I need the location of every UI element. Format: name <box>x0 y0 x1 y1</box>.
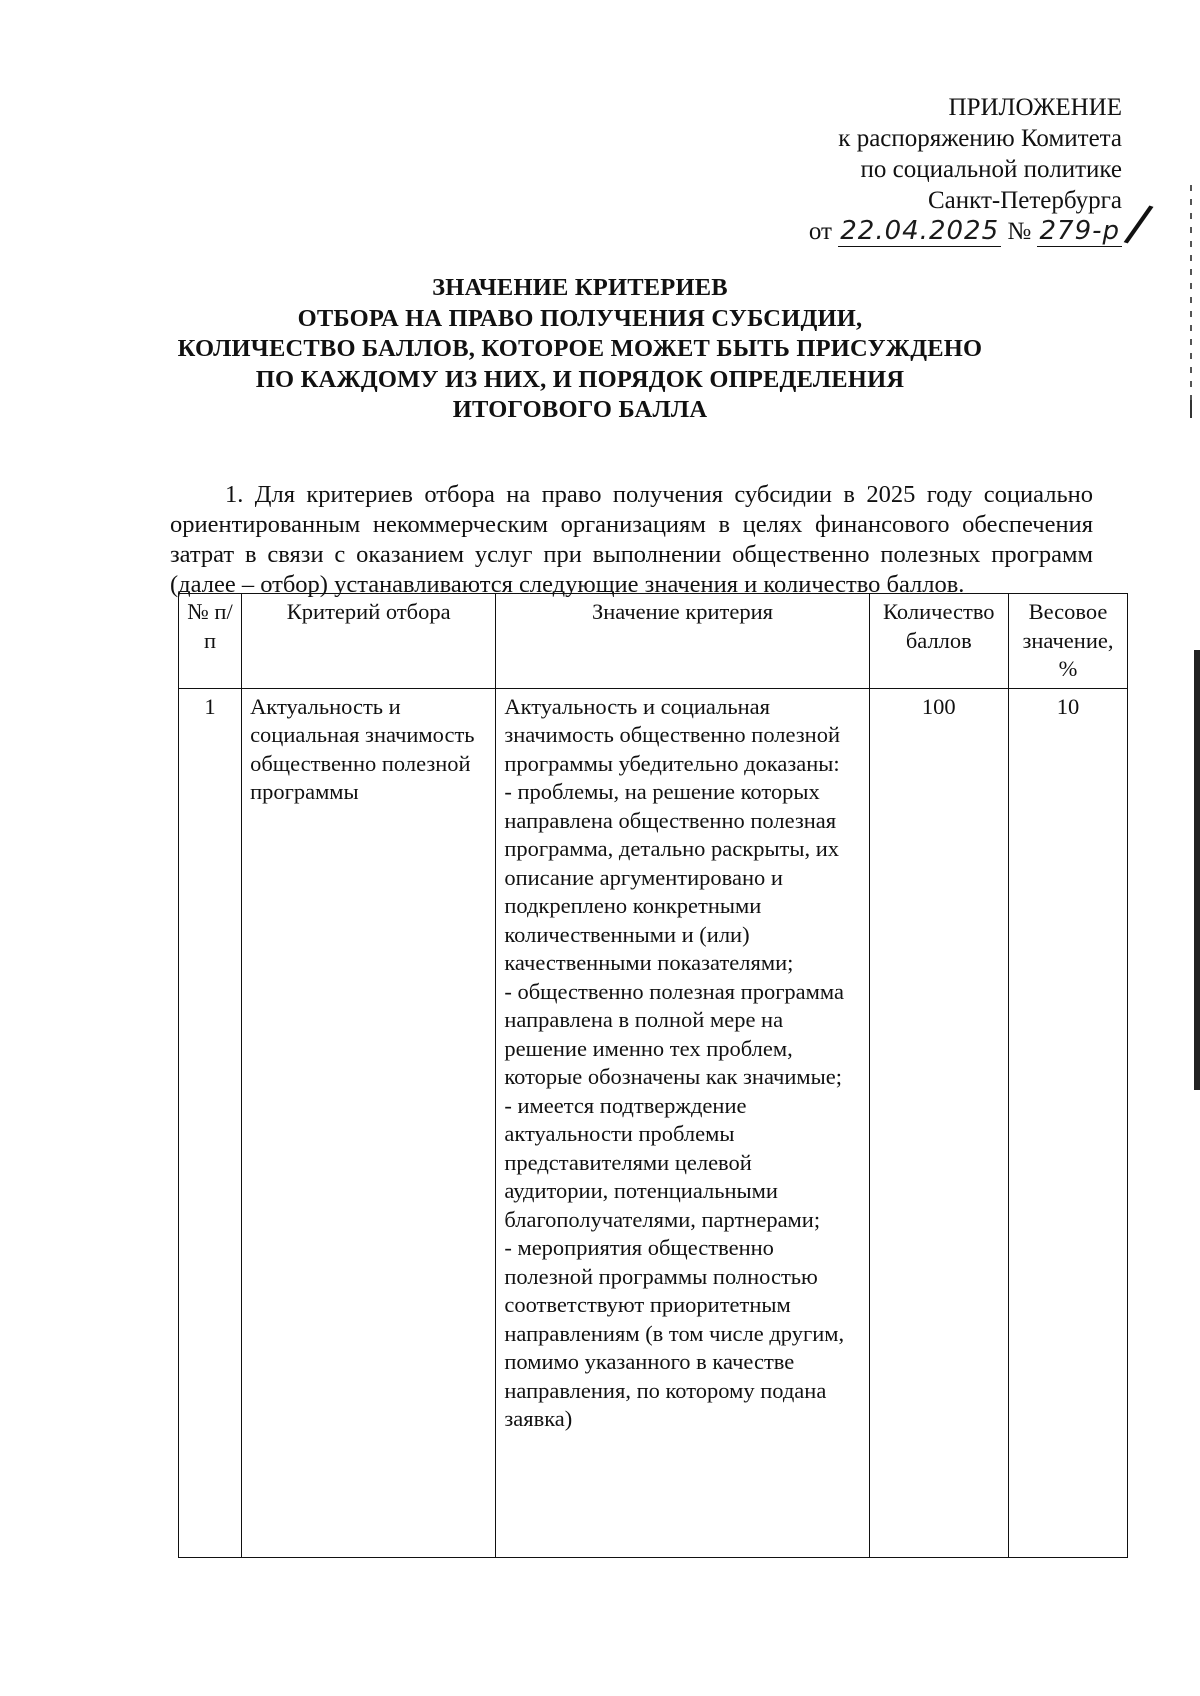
header-weight: Весовое значение, % <box>1008 594 1127 689</box>
title-line-3: КОЛИЧЕСТВО БАЛЛОВ, КОТОРОЕ МОЖЕТ БЫТЬ ПРИСУЖДЕНО <box>177 335 983 362</box>
header-value: Значение критерия <box>496 594 869 689</box>
date-prefix: от <box>808 218 832 245</box>
value-line: - общественно полезная программа направлена в полной мере на решение именно тех проблем, которые обозначены как значимые; <box>504 978 844 1089</box>
appendix-header <box>808 92 1157 256</box>
scan-edge-tick <box>1190 400 1192 418</box>
header-criterion: Критерий отбора <box>242 594 496 689</box>
intro-paragraph: 1. Для критериев отбора на право получения субсидии в 2025 году социально ориентированным некоммерческим организациям в целях финансового обеспечения затрат в связи с оказанием услуг при выполнении общественно полезных программ (далее – отбор) устанавливаются следующие значения и количество баллов. <box>170 480 1093 598</box>
cell-points: 100 <box>869 688 1008 1557</box>
appendix-line-3: Санкт-Петербурга <box>927 187 1122 214</box>
table-row <box>179 688 1128 1557</box>
title-line-5: ИТОГОВОГО БАЛЛА <box>452 396 708 423</box>
number-prefix: № <box>1007 218 1032 245</box>
handwritten-number: 279-р <box>1039 216 1120 246</box>
cell-weight: 10 <box>1008 688 1127 1557</box>
cell-num: 1 <box>179 688 242 1557</box>
table-header-row <box>179 594 1128 689</box>
value-line: - проблемы, на решение которых направлена общественно полезная программа, детально раскрыты, их описание аргументировано и подкреплено конкретными количественными и (или) качественными показателями; <box>504 779 840 975</box>
handwritten-slash-mark: / <box>1121 192 1157 256</box>
scan-edge-bar <box>1194 650 1200 1090</box>
title-line-1: ЗНАЧЕНИЕ КРИТЕРИЕВ <box>432 274 728 301</box>
title-line-2: ОТБОРА НА ПРАВО ПОЛУЧЕНИЯ СУБСИДИИ, <box>297 304 863 332</box>
value-line: Актуальность и социальная значимость общественно полезной программы убедительно доказаны: <box>504 693 840 776</box>
appendix-line-2: по социальной политике <box>860 156 1122 183</box>
cell-criterion: Актуальность и социальная значимость общественно полезной программы <box>242 688 496 1557</box>
title-line-4: ПО КАЖДОМУ ИЗ НИХ, И ПОРЯДОК ОПРЕДЕЛЕНИЯ <box>255 365 905 393</box>
scan-edge-dashes <box>1190 185 1192 415</box>
appendix-label: ПРИЛОЖЕНИЕ <box>948 94 1122 121</box>
value-line: - мероприятия общественно полезной программы полностью соответствуют приоритетным направлениям (в том числе другим, помимо указанного в качестве направления, по которому подана заявка) <box>504 1235 845 1431</box>
criteria-table <box>178 593 1128 1558</box>
cell-value <box>496 688 869 1557</box>
handwritten-date: 22.04.2025 <box>840 216 1000 246</box>
value-line: - имеется подтверждение актуальности проблемы представителями целевой аудитории, потенциальными благополучателями, партнерами; <box>504 1092 821 1232</box>
header-points: Количество баллов <box>869 594 1008 689</box>
document-title <box>160 273 1000 426</box>
header-num: № п/п <box>179 594 242 689</box>
appendix-line-1: к распоряжению Комитета <box>838 125 1122 152</box>
